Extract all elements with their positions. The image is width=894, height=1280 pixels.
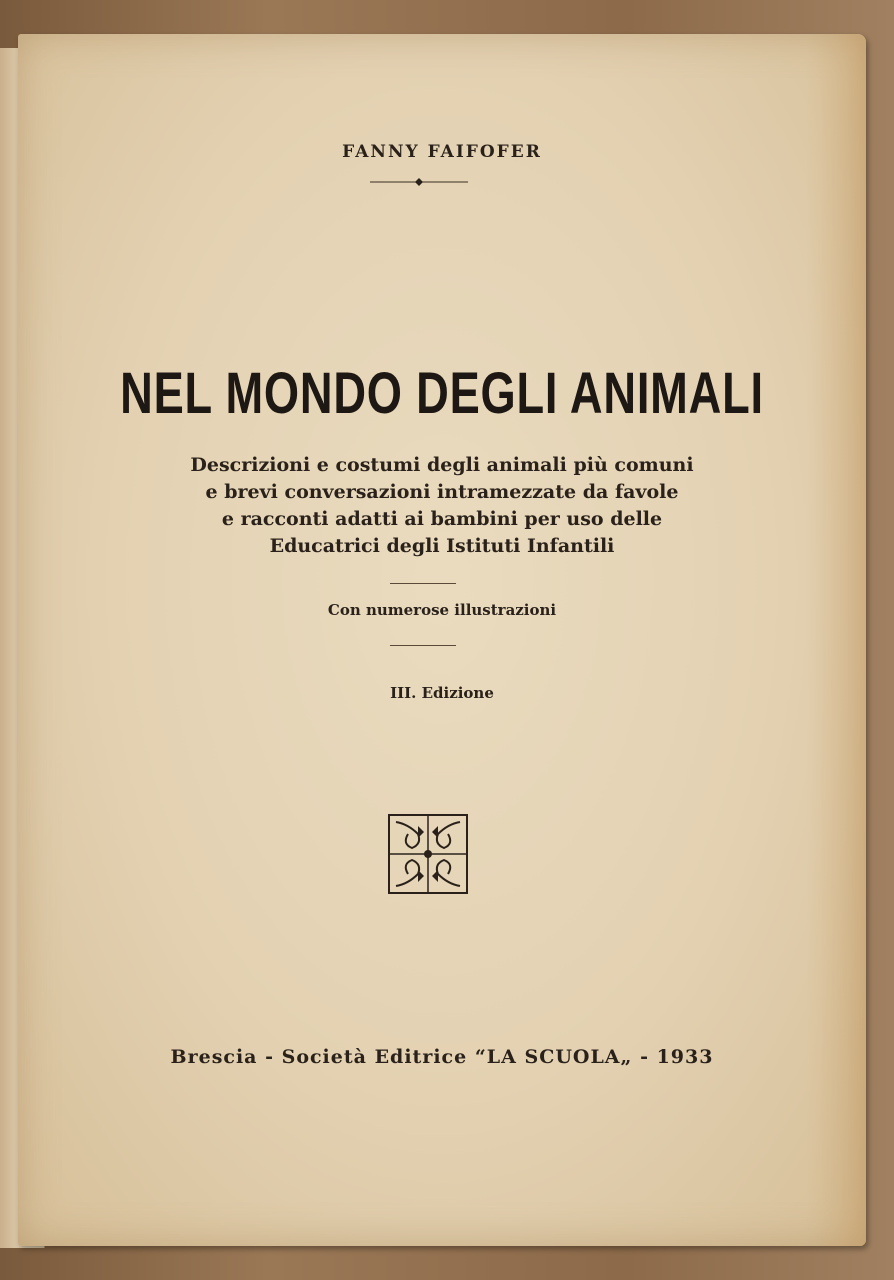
subtitle-line: Educatrici degli Istituti Infantili (269, 535, 615, 557)
divider-rule (390, 645, 456, 646)
subtitle-line: Descrizioni e costumi degli animali più comuni (190, 454, 694, 476)
edition-label: III. Edizione (390, 684, 494, 702)
publisher-imprint: Brescia - Società Editrice “LA SCUOLA„ - 1933 (170, 1046, 714, 1068)
divider-rule (390, 583, 456, 584)
subtitle-line: e racconti adatti ai bambini per uso delle (221, 508, 663, 530)
ornamental-rule-icon (370, 175, 468, 189)
author-name: FANNY FAIFOFER (342, 142, 542, 162)
fleuron-ornament-icon (388, 814, 468, 894)
title-page (18, 34, 866, 1246)
illustrations-note: Con numerose illustrazioni (327, 601, 557, 619)
book-subtitle (18, 452, 866, 560)
book-title: NEL MONDO DEGLI ANIMALI (120, 361, 764, 426)
subtitle-line: e brevi conversazioni intramezzate da favole (205, 481, 679, 503)
